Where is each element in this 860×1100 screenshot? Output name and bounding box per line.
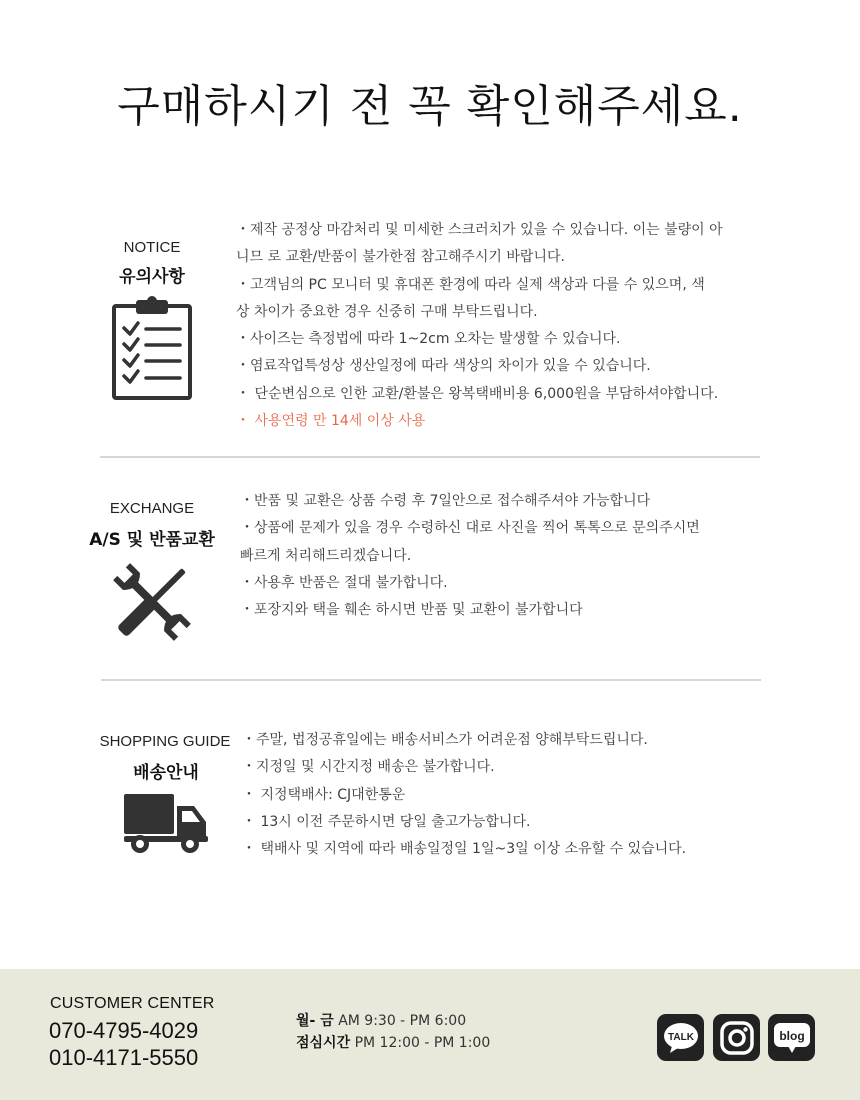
notice-list: [236, 217, 723, 435]
shopping-line: ・ 13시 이전 주문하시면 당일 출고가능합니다.: [242, 813, 531, 830]
delivery-truck-icon: [124, 794, 208, 854]
shopping-line: ・ 택배사 및 지역에 따라 배송일정일 1일~3일 이상 소유할 수 있습니다.: [242, 841, 687, 858]
blog-button[interactable]: [768, 1014, 815, 1061]
shopping-line: ・지정일 및 시간지정 배송은 불가합니다.: [242, 759, 495, 776]
shopping-list: [242, 727, 686, 863]
weekday-hours: [296, 1010, 466, 1030]
page-title: 구매하시기 전 꼭 확인해주세요.: [117, 81, 743, 132]
instagram-button[interactable]: [713, 1014, 760, 1061]
exchange-line: ・반품 및 교환은 상품 수령 후 7일안으로 접수해주셔야 가능합니다: [240, 493, 651, 509]
notice-line: ・ 단순변심으로 인한 교환/환불은 왕복택배비용 6,000원을 부담하셔야합니다.: [236, 385, 719, 402]
shopping-label-ko: 배송안내: [133, 763, 199, 783]
section-divider: [100, 456, 760, 458]
weekday-time: AM 9:30 - PM 6:00: [338, 1013, 467, 1029]
lunch-time: PM 12:00 - PM 1:00: [354, 1035, 491, 1051]
notice-line: ・사이즈는 측정법에 따라 1~2cm 오차는 발생할 수 있습니다.: [236, 331, 621, 348]
customer-center-title: CUSTOMER CENTER: [50, 995, 215, 1012]
phone-number-2[interactable]: 010-4171-5550: [49, 1045, 199, 1070]
kakaotalk-text: TALK: [667, 1031, 694, 1043]
notice-label-ko: 유의사항: [119, 267, 185, 287]
shopping-line: ・ 지정택배사: CJ대한통운: [242, 786, 406, 803]
blog-text: blog: [778, 1028, 805, 1043]
instagram-icon: [719, 1020, 755, 1056]
weekday-label: 월- 금: [296, 1013, 334, 1029]
exchange-line: ・사용후 반품은 절대 불가합니다.: [240, 574, 448, 591]
exchange-list: [240, 488, 700, 624]
exchange-line: 빠르게 처리해드리겠습니다.: [240, 547, 412, 564]
notice-line: ・염료작업특성상 생산일정에 따라 색상의 차이가 있을 수 있습니다.: [236, 358, 651, 375]
notice-line-age: ・ 사용연령 만 14세 이상 사용: [236, 413, 426, 430]
notice-line: ・고객님의 PC 모니터 및 휴대폰 환경에 따라 실제 색상과 다를 수 있으며, 색: [236, 276, 705, 293]
lunch-label: 점심시간: [296, 1035, 351, 1051]
exchange-line: ・상품에 문제가 있을 경우 수령하신 대로 사진을 찍어 톡톡으로 문의주시면: [240, 520, 700, 537]
notice-label-en: NOTICE: [123, 239, 181, 256]
exchange-label-ko: A/S 및 반품교환: [89, 530, 215, 550]
clipboard-checklist-icon: [112, 296, 192, 400]
kakaotalk-icon: [663, 1022, 699, 1054]
exchange-line: ・포장지와 택을 훼손 하시면 반품 및 교환이 불가합니다: [240, 602, 583, 619]
footer: [0, 969, 860, 1100]
notice-line: 상 차이가 중요한 경우 신중히 구매 부탁드립니다.: [236, 303, 538, 320]
blog-icon: [773, 1021, 811, 1055]
notice-line: ・제작 공정상 마감처리 및 미세한 스크러치가 있을 수 있습니다. 이는 불량이 아: [236, 222, 723, 238]
exchange-label-en: EXCHANGE: [109, 500, 195, 517]
shopping-line: ・주말, 법정공휴일에는 배송서비스가 어려운점 양해부탁드립니다.: [242, 732, 648, 748]
kakaotalk-button[interactable]: [657, 1014, 704, 1061]
notice-line: 니므 로 교환/반품이 불가한점 참고해주시기 바랍니다.: [236, 249, 565, 266]
wrench-screwdriver-icon: [111, 561, 193, 643]
lunch-hours: [296, 1032, 490, 1052]
section-divider: [101, 679, 761, 681]
shopping-label-en: SHOPPING GUIDE: [99, 733, 231, 750]
phone-number-1[interactable]: 070-4795-4029: [49, 1018, 199, 1043]
